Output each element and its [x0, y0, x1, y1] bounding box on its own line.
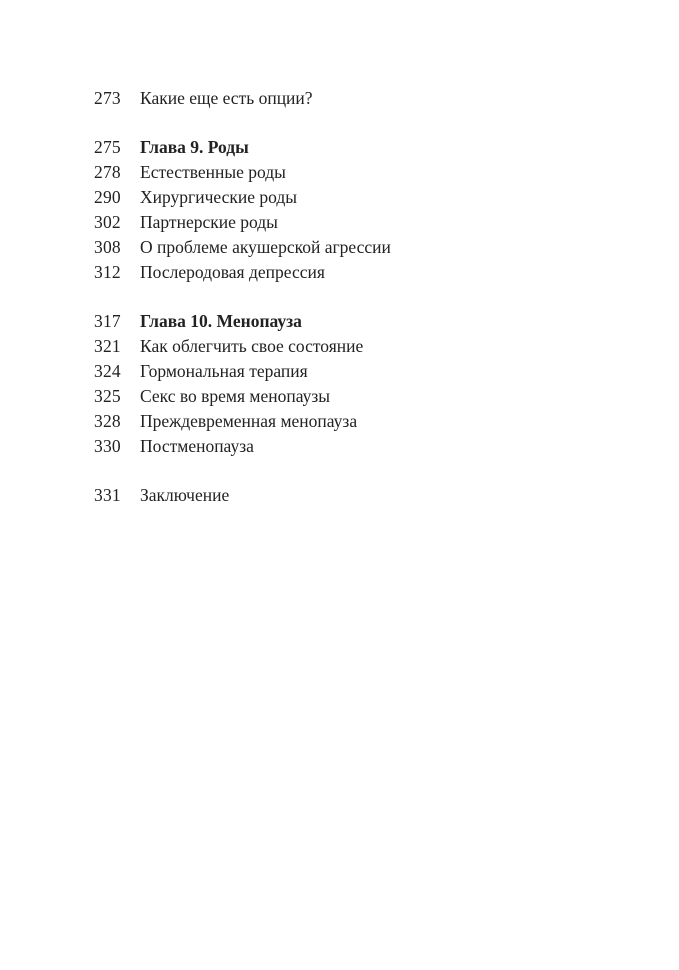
toc-entry-title: Преждевременная менопауза — [140, 411, 358, 431]
toc-chapter-title: Глава 9. Роды — [140, 137, 249, 157]
toc-entry-title: Послеродовая депрессия — [140, 262, 325, 282]
toc-entry-title: Постменопауза — [140, 436, 254, 456]
toc-page-number: 312 — [94, 262, 121, 282]
toc-entry[interactable] — [94, 359, 634, 384]
toc-page-number: 273 — [94, 88, 121, 108]
toc-entry[interactable] — [94, 483, 634, 508]
toc-entry[interactable] — [94, 384, 634, 409]
toc-page-number: 328 — [94, 411, 121, 431]
toc-section-chapter-9 — [94, 135, 634, 285]
toc-entry[interactable] — [94, 409, 634, 434]
toc-entry[interactable] — [94, 334, 634, 359]
toc-page-number: 317 — [94, 311, 121, 331]
toc-section-conclusion — [94, 483, 634, 508]
toc-section-chapter-10 — [94, 309, 634, 459]
toc-entry[interactable] — [94, 185, 634, 210]
toc-entry[interactable] — [94, 210, 634, 235]
toc-entry-title: Естественные роды — [140, 162, 286, 182]
toc-page-number: 331 — [94, 485, 121, 505]
toc-entry-title: Партнерские роды — [140, 212, 278, 232]
toc-page-number: 321 — [94, 336, 121, 356]
toc-entry[interactable] — [94, 434, 634, 459]
toc-entry[interactable] — [94, 86, 634, 111]
toc-page-number: 330 — [94, 436, 121, 456]
toc-page-number: 275 — [94, 137, 121, 157]
toc-entry-title: Хирургические роды — [140, 187, 298, 207]
toc-entry-title: О проблеме акушерской агрессии — [140, 237, 391, 257]
toc-chapter-heading[interactable] — [94, 309, 634, 334]
toc-entry[interactable] — [94, 235, 634, 260]
toc-entry[interactable] — [94, 260, 634, 285]
toc-page-number: 278 — [94, 162, 121, 182]
toc-page-number: 290 — [94, 187, 121, 207]
toc-entry-title: Какие еще есть опции? — [140, 88, 313, 108]
toc-chapter-title: Глава 10. Менопауза — [140, 311, 302, 331]
toc-entry-title: Как облегчить свое состояние — [140, 336, 364, 356]
toc-entry-title: Гормональная терапия — [140, 361, 308, 381]
toc-entry-title: Секс во время менопаузы — [140, 386, 331, 406]
toc-page-number: 302 — [94, 212, 121, 232]
toc-entry-title: Заключение — [140, 485, 230, 505]
toc-section-options — [94, 86, 634, 111]
toc-page-number: 324 — [94, 361, 121, 381]
table-of-contents — [94, 86, 634, 532]
toc-chapter-heading[interactable] — [94, 135, 634, 160]
toc-page-number: 308 — [94, 237, 121, 257]
toc-entry[interactable] — [94, 160, 634, 185]
toc-page-number: 325 — [94, 386, 121, 406]
